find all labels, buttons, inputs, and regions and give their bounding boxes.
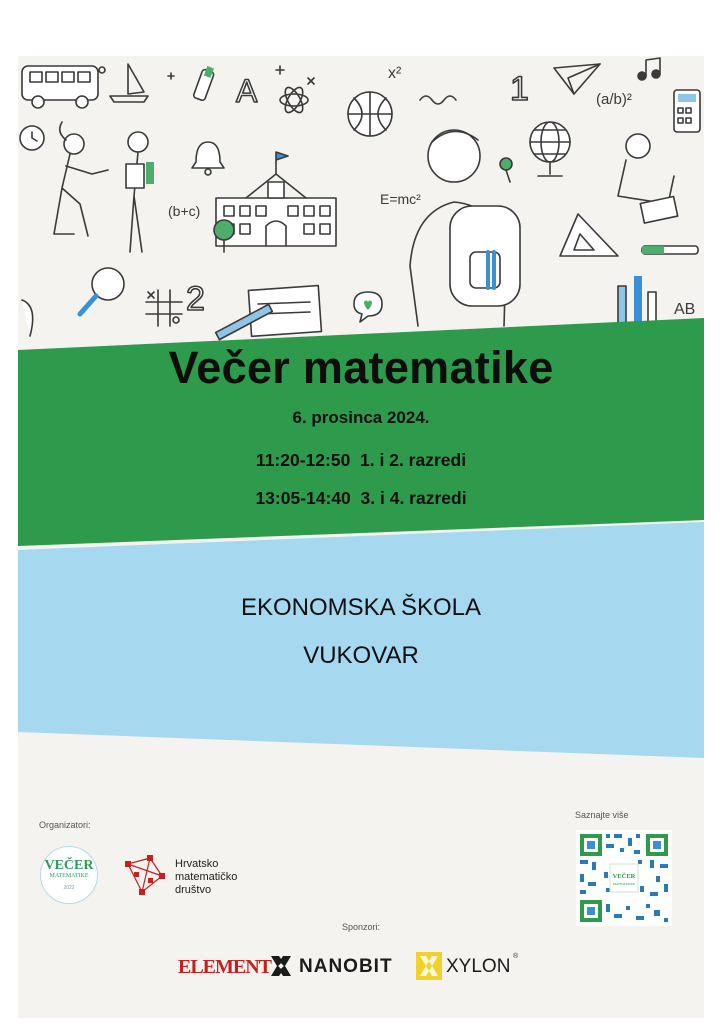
paper-plane-icon [554, 64, 600, 94]
colored-pencils-icon [618, 276, 656, 326]
basketball-icon [348, 92, 392, 136]
time-slot-1 [18, 450, 704, 471]
marker-icon [193, 66, 215, 101]
element-logo: ELEMENT [178, 956, 272, 978]
clock-icon [20, 126, 44, 150]
hmd-line: Hrvatsko [175, 858, 219, 870]
tic-tac-toe-icon [146, 290, 182, 326]
ruler-triangle-icon [560, 214, 618, 256]
magnifier-icon [80, 268, 124, 314]
organizers-label: Organizatori: [39, 820, 91, 830]
vecer-logo-subtitle: MATEMATIKE [49, 873, 89, 879]
hmd-line: društvo [175, 884, 212, 896]
school-city: VUKOVAR [303, 642, 419, 669]
doodle-bc: (b+c) [168, 203, 201, 219]
xylon-logo: XYLON [446, 956, 511, 977]
xylon-logo-icon [416, 952, 442, 980]
learn-more-label: Saznajte više [575, 810, 629, 820]
vecer-matematike-logo [40, 846, 98, 904]
doodle-letter-a: A [236, 73, 258, 109]
doodle-one: 1 [510, 70, 529, 108]
doodle-ab: AB [674, 301, 696, 318]
music-note-icon [638, 58, 660, 80]
thumbtack-icon [500, 158, 512, 182]
nanobit-logo: NANOBIT [299, 956, 393, 977]
plant-icon [214, 220, 234, 252]
event-title: Večer matematike [168, 342, 554, 393]
hmd-logo-icon [122, 854, 168, 898]
bus-icon [22, 66, 98, 108]
bell-icon [192, 142, 224, 175]
doodle-illustration [18, 56, 704, 356]
doodle-fraction: (a/b)² [596, 91, 632, 108]
vecer-logo-text: VEČER [44, 858, 94, 873]
heart-bubble-icon [354, 292, 382, 322]
school-name: EKONOMSKA ŠKOLA [240, 594, 482, 621]
student-boy-icon [126, 132, 154, 252]
doodle-two: 2 [186, 280, 205, 318]
student-girl-icon [54, 122, 108, 236]
sponsors-label: Sponzori: [341, 922, 381, 932]
slot-time: 13:05-14:40 [255, 488, 351, 508]
qr-center-logo-sub: MATEMATIKE [612, 882, 636, 886]
hmd-line: matematičko [175, 871, 238, 883]
doodle-emc: E=mc² [380, 191, 421, 207]
doodle-x2: x² [388, 65, 402, 82]
slot-groups: 3. i 4. razredi [360, 488, 467, 508]
qr-center-logo: VEČER [612, 873, 636, 880]
globe-icon [530, 122, 570, 176]
sponsors-row [18, 952, 704, 982]
qr-code-icon[interactable] [576, 830, 672, 926]
vecer-logo-year: 2022 [63, 885, 75, 891]
hmd-logo-text [175, 858, 237, 897]
nanobit-logo-icon [268, 953, 294, 979]
atom-icon [280, 85, 308, 115]
student-writing-icon [618, 134, 678, 223]
xylon-registered-mark: ® [513, 953, 519, 960]
pen-icon [642, 246, 698, 254]
poster [18, 56, 704, 1018]
sailboat-icon [110, 64, 148, 102]
event-date: 6. prosinca 2024. [292, 408, 430, 427]
calculator-icon [674, 90, 700, 132]
slot-groups: 1. i 2. razredi [360, 450, 467, 470]
time-slot-2 [18, 488, 704, 509]
slot-time: 11:20-12:50 [255, 450, 351, 470]
